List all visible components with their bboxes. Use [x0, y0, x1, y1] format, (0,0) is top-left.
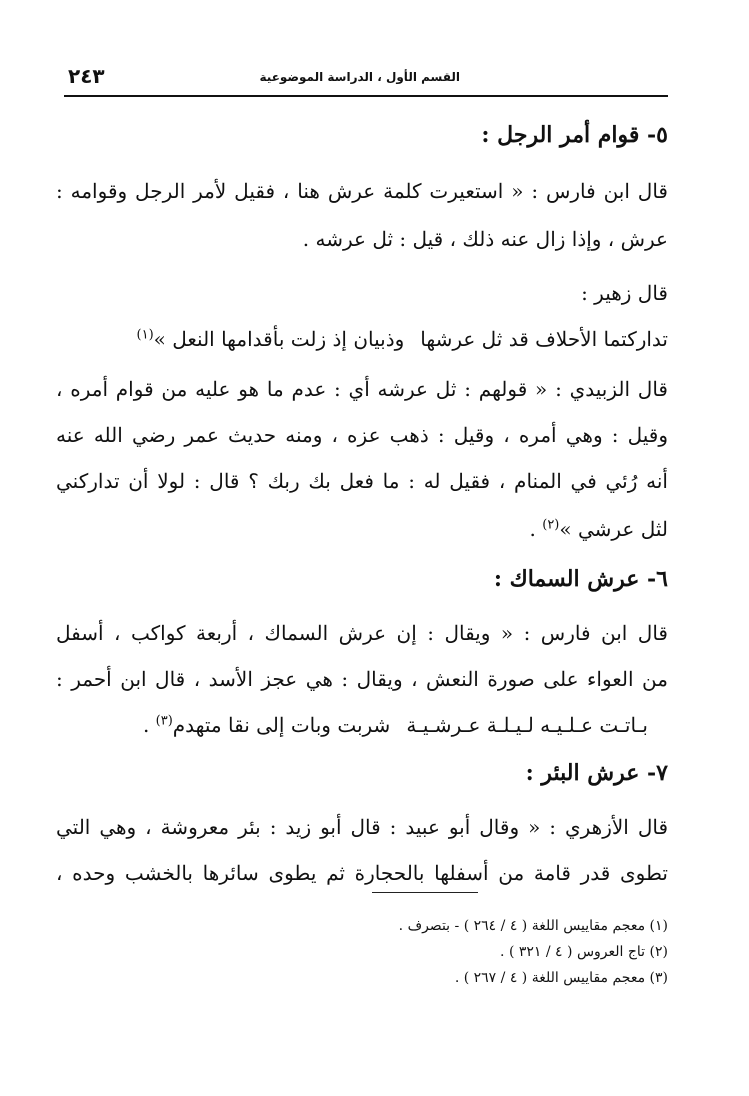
verse-line: [137, 322, 668, 356]
paragraph-line: قال ابن فارس : « ويقال : إن عرش السماك ، أربعة كواكب ، أسفل: [56, 621, 668, 645]
paragraph-line: أنه رُئي في المنام ، فقيل له : ما فعل بك ربك ؟ قال : لولا أن تداركني: [56, 469, 668, 493]
paragraph-line: لثل عرشي »$^{(٢)}$ .: [529, 517, 668, 541]
paragraph-line: تطوى قدر قامة من أسفلها بالحجارة ثم يطوى سائرها بالخشب وحده ،: [56, 861, 668, 885]
paragraph-line: قال زهير :: [581, 281, 668, 305]
paragraph-line: قال ابن فارس : « استعيرت كلمة عرش هنا ، فقيل لأمر الرجل وقوامه :: [56, 179, 668, 203]
verse-hemistich-1: تداركتما الأحلاف قد ثل عرشها: [420, 327, 668, 351]
verse-hemistich-2: شربت وبات إلى نقا متهدم: [172, 713, 391, 737]
running-title: القسم الأول ، الدراسة الموضوعية: [259, 70, 460, 84]
header-rule: [64, 95, 668, 97]
verse-hemistich-1: بـاتـت عـلـيـه لـيـلـة عـرشـيـة: [406, 713, 648, 737]
heading-qiwam-amr-alrajul: ٥- قوام أمر الرجل :: [481, 122, 668, 148]
paragraph-line: قال الزبيدي : « قولهم : ثل عرشه أي : عدم ما هو عليه من قوام أمره ،: [56, 377, 668, 401]
footnote-3: (٣) معجم مقاييس اللغة ( ٤ / ٢٦٧ ) .: [454, 970, 668, 986]
heading-arsh-alsimak: ٦- عرش السماك :: [493, 566, 668, 592]
footnote-2: (٢) تاج العروس ( ٤ / ٣٢١ ) .: [500, 944, 668, 960]
footnote-ref-2: (٢): [542, 517, 560, 533]
paragraph-line: عرش ، وإذا زال عنه ذلك ، قيل : ثل عرشه .: [302, 227, 668, 251]
paragraph-line: قال الأزهري : « وقال أبو عبيد : قال أبو زيد : بئر معروشة ، وهي التي: [56, 815, 668, 839]
handwritten-underline: [372, 892, 478, 893]
paragraph-line: من العواء على صورة النعش ، ويقال : هي عجز الأسد ، قال ابن أحمر :: [56, 667, 668, 691]
heading-arsh-albir: ٧- عرش البئر :: [525, 760, 668, 786]
footnote-ref-1: (١): [136, 327, 154, 343]
page-header: [64, 66, 670, 96]
paragraph-line: وقيل : وهي أمره ، وقيل : ذهب عزه ، ومنه حديث عمر رضي الله عنه: [56, 423, 668, 447]
footnote-1: (١) معجم مقاييس اللغة ( ٤ / ٢٦٤ ) - بتصرف .: [398, 918, 668, 934]
verse-line: بـاتـت عـلـيـه لـيـلـة عـرشـيـةشربت وبات إلى نقا متهدم$^{(٣)}$ .: [142, 713, 648, 737]
page-number: ٢٤٣: [68, 64, 105, 88]
footnote-ref-3: (٣): [155, 713, 173, 729]
verse-hemistich-2: وذبيان إذ زلت بأقدامها النعل »: [153, 327, 405, 351]
